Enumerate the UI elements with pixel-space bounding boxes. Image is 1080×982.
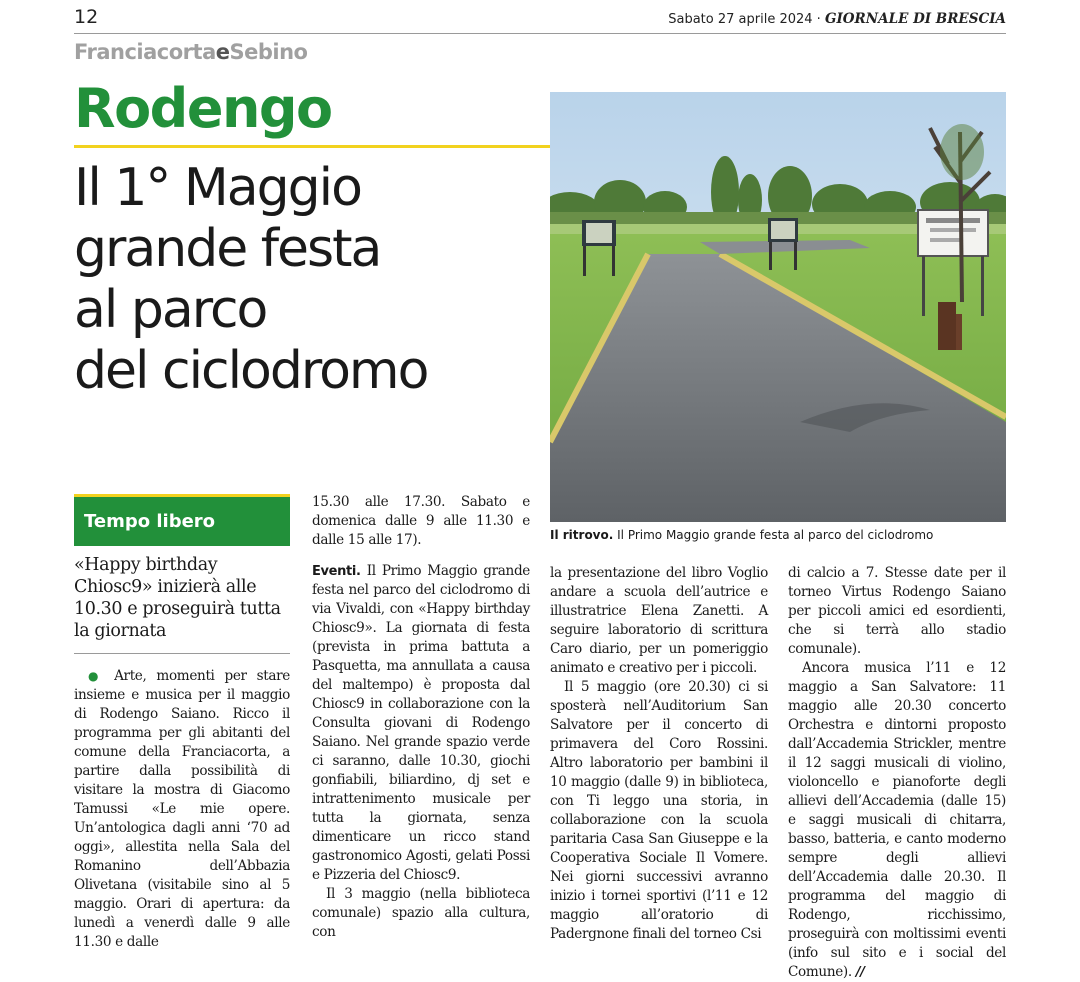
body-column-1 (74, 667, 290, 952)
separator-dot: · (816, 12, 821, 27)
paragraph-concerto: Il 5 maggio (ore 20.30) ci si sposterà nell’Auditorium San Salvatore per il concerto di primavera del Coro Rossini. Altro laboratorio per bambini il 10 maggio (dalle 9) in biblioteca, con Ti leggo una storia, in collaborazione con la scuola paritaria Casa San Giuseppe e la Cooperativa Sociale Il Vomere. Nei giorni successivi avranno inizio i tornei sportivi (l’11 e 12 maggio all’oratorio di Padergnone finali del torneo Csi (550, 679, 768, 942)
headline-line-4: del ciclodromo (74, 341, 428, 401)
issue-date: Sabato 27 aprile 2024 (668, 12, 813, 27)
paragraph-eventi: Il Primo Maggio grande festa nel parco del ciclodromo di via Vivaldi, con «Happy birthday Chiosc9». La giornata di festa (prevista in prima battuta a Pasquetta, ma annullata a causa del maltempo) è proposta dal Chiosc9 in collaborazione con la Consulta giovani di Rodengo Saiano. Nel grande spazio verde ci saranno, dalle 10.30, giochi gonfiabili, biliardino, dj set e intrattenimento musicale per tutta la giornata, senza dimenticare un ricco stand gastronomico Agosti, gelati Possi e Pizzeria del Chiosc9. (312, 563, 530, 883)
paragraph-tornei: di calcio a 7. Stesse date per il torneo Virtus Rodengo Saiano per piccoli amici ed esordienti, che si terrà allo stadio comunale). (788, 565, 1006, 657)
summary-divider (74, 653, 290, 654)
paragraph-libro: la presentazione del libro Voglio andare a scuola dell’autrice e illustratrice Elena Zanetti. A seguire laboratorio di scrittura Caro diario, per un pomeriggio animato e creativo per i piccoli. (550, 565, 768, 676)
body-column-3 (550, 564, 768, 944)
paragraph-hours: 15.30 alle 17.30. Sabato e domenica dalle 9 alle 11.30 e dalle 15 alle 17). (312, 494, 530, 548)
section-part-3: Sebino (229, 40, 308, 64)
paragraph-intro: Arte, momenti per stare insieme e musica per il maggio di Rodengo Saiano. Ricco il programma per gli abitanti del comune della Franciacorta, a partire dalla possibilità di visitare la mostra di Giacomo Tamussi «Le mie opere. Un’antologica dagli anni ‘70 ad oggi», allestita nella Sala del Romanino dell’Abbazia Olivetana (visitabile sino al 5 maggio. Orari di apertura: da lunedì a venerdì dalle 9 alle 11.30 e dalle (74, 668, 290, 950)
body-column-2 (312, 493, 530, 942)
body-column-4 (788, 564, 1006, 982)
section-tag: Tempo libero (74, 494, 290, 546)
header-divider (74, 33, 1006, 34)
paragraph-lead-eventi: Eventi. (312, 564, 361, 579)
headline-line-3: al parco (74, 280, 267, 340)
article-headline (74, 158, 544, 402)
bullet-dot-icon: ● (88, 669, 105, 683)
newspaper-name: GIORNALE DI BRESCIA (824, 11, 1006, 27)
caption-lead: Il ritrovo. (550, 528, 614, 542)
page-number: 12 (74, 6, 99, 28)
paragraph-cultura: Il 3 maggio (nella biblioteca comunale) spazio alla cultura, con (312, 886, 530, 940)
section-part-1: Franciacorta (74, 40, 216, 64)
article-summary: «Happy birthday Chiosc9» inizierà alle 10.30 e proseguirà tutta la giornata (74, 555, 281, 641)
kicker-rule (74, 145, 550, 148)
article-photo (550, 92, 1006, 522)
section-title (74, 40, 307, 64)
masthead-info (668, 11, 1006, 27)
photo-caption (550, 528, 1006, 542)
headline-line-2: grande festa (74, 219, 381, 279)
end-mark: // (855, 965, 865, 980)
headline-line-1: Il 1° Maggio (74, 158, 361, 218)
paragraph-musica: Ancora musica l’11 e 12 maggio a San Salvatore: 11 maggio alle 20.30 concerto Orchestra e dintorni proposto dall’Accademia Strickler, mentre il 12 saggi musicali di violino, violoncello e pianoforte degli allievi dell’Accademia (dalle 15) e saggi musicali di chitarra, basso, batteria, e canto moderno sempre degli allievi dell’Accademia dalle 20.30. Il programma del maggio di Rodengo, ricchissimo, proseguirà con moltissimi eventi (info sul sito e i social del Comune). (788, 660, 1006, 980)
article-kicker: Rodengo (74, 77, 332, 140)
section-part-2: e (215, 40, 230, 64)
caption-text: Il Primo Maggio grande festa al parco del ciclodromo (613, 528, 934, 542)
